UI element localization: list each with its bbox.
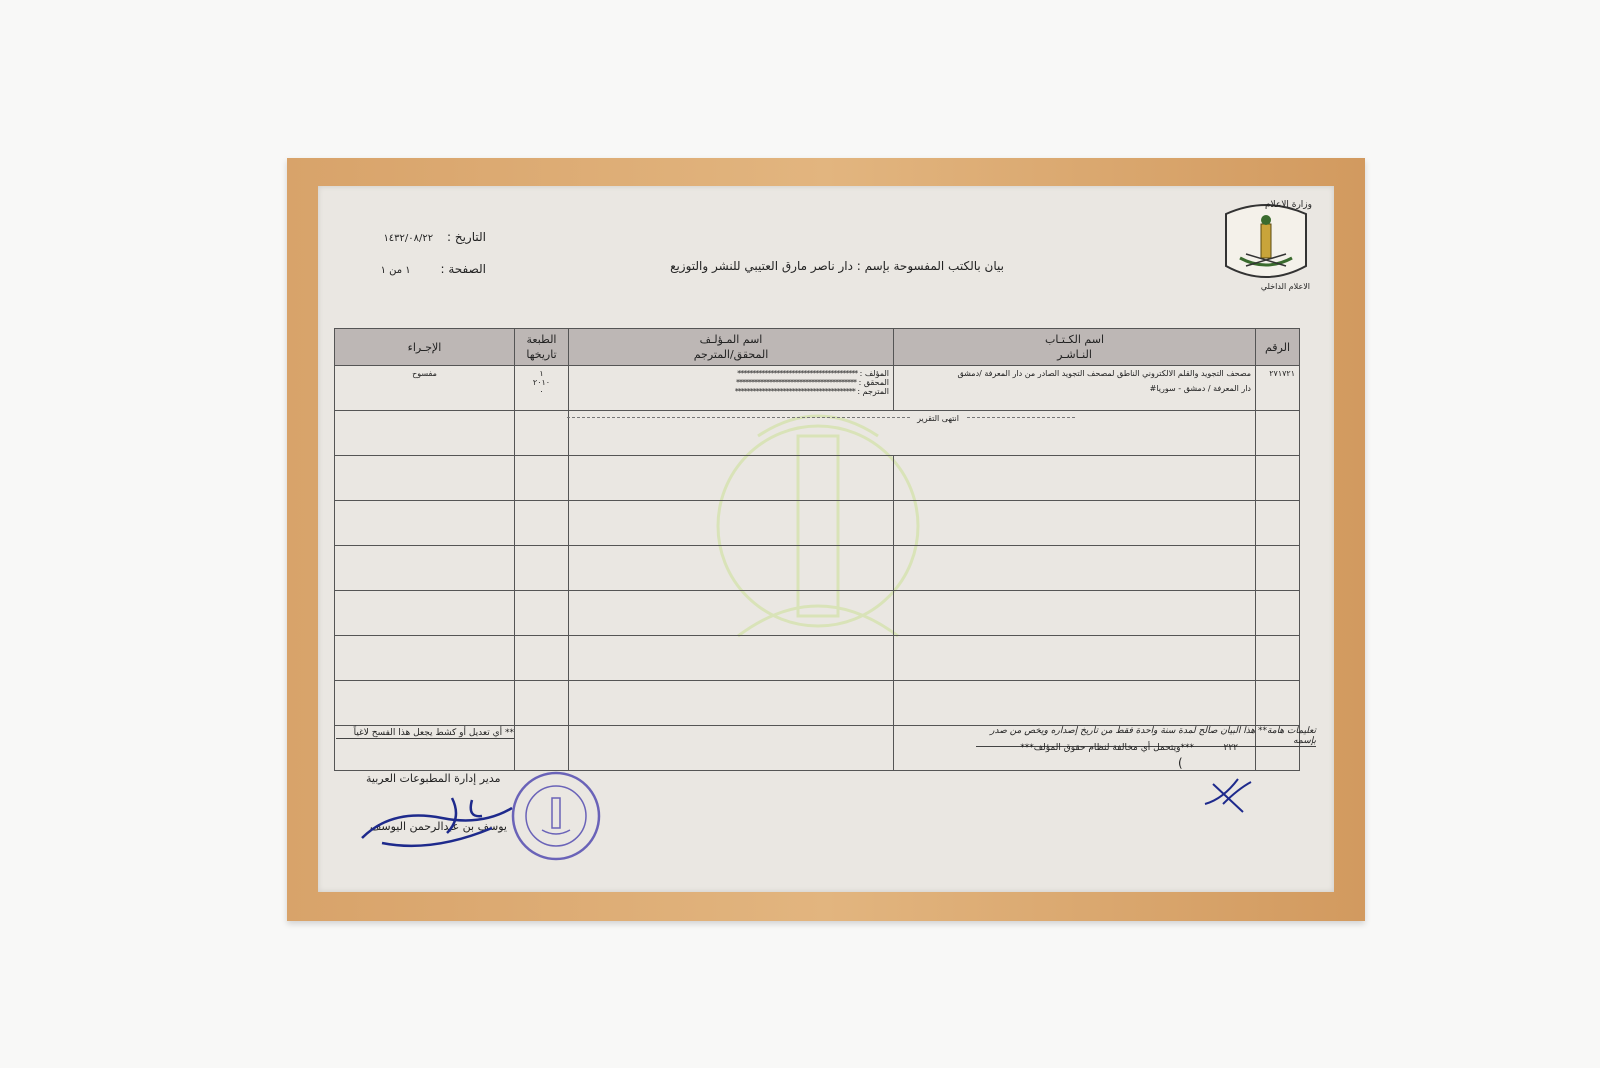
header-book: اسم الكـتـاب النـاشـر — [894, 329, 1256, 366]
cell-action: مفسوح — [335, 366, 515, 411]
page-label: الصفحة : — [440, 262, 486, 276]
translator-stars: **************************************** — [734, 387, 855, 396]
ministry-emblem-icon — [1206, 196, 1326, 291]
title-label: بيان بالكتب المفسوحة بإسم : — [856, 259, 1004, 273]
table-row — [335, 591, 1300, 636]
cell-number: ٢٧١٧٢١ — [1256, 366, 1300, 411]
header-author: اسم المـؤلـف المحقق/المترجم — [569, 329, 894, 366]
publisher-name: دار ناصر مارق العتيبي للنشر والتوزيع — [670, 259, 853, 273]
modification-note: ** أي تعديل أو كشط يجعل هذا الفسح لاغياً — [336, 728, 514, 739]
paren-mark: ) — [1178, 756, 1183, 770]
document-paper — [318, 186, 1334, 892]
footer-number: ٢٢٢ — [1223, 743, 1238, 753]
director-title: مدير إدارة المطبوعات العربية — [366, 772, 501, 785]
book-title: مصحف التجويد والقلم الالكتروني الناطق لمصحف التجويد الصادر من دار المعرفة /دمشق — [957, 369, 1251, 378]
table-row — [335, 546, 1300, 591]
investigator-label: المحقق : — [858, 378, 889, 387]
table-row — [335, 456, 1300, 501]
date-field — [366, 230, 486, 244]
copyright-note: ***ويتحمل أي مخالفة لنظام حقوق المؤلف*** — [1020, 743, 1194, 753]
investigator-stars: **************************************** — [736, 378, 857, 387]
document-title — [670, 259, 1004, 273]
edition-extra: ٠ — [539, 387, 544, 396]
table-row — [335, 411, 1300, 456]
edition-year: ٢٠١٠ — [532, 378, 551, 387]
table-row — [335, 366, 1300, 411]
initial-signature — [1203, 774, 1253, 814]
date-label: التاريخ : — [446, 230, 486, 244]
emblem-top-text: وزارة الاعلام — [1264, 200, 1312, 210]
translator-label: المترجم : — [857, 387, 889, 396]
header-number: الرقم — [1256, 329, 1300, 366]
cell-edition — [515, 366, 569, 411]
book-publisher: دار المعرفة / دمشق - سوريا# — [1149, 384, 1251, 393]
books-table — [334, 328, 1300, 771]
cell-author — [569, 366, 894, 411]
table-row — [335, 681, 1300, 726]
page-value: ١ من ١ — [380, 265, 411, 276]
author-label: المؤلف : — [859, 369, 889, 378]
emblem-bottom-text: الاعلام الداخلي — [1260, 282, 1310, 291]
official-stamp — [508, 770, 604, 862]
director-signature — [352, 788, 517, 858]
director-name: يوسف بن عبدالرحمن اليوسف — [370, 820, 507, 833]
table-header-row — [335, 329, 1300, 366]
date-value: ١٤٣٢/٠٨/٢٢ — [383, 233, 434, 244]
header-action: الإجـراء — [335, 329, 515, 366]
end-of-report-text: انتهى التقرير — [911, 414, 965, 423]
instructions-note: تعليمات هامة** هذا البيان صالح لمدة سنة واحدة فقط من تاريخ إصداره ويخص من صدر بإسمه — [976, 726, 1316, 747]
table-row — [335, 636, 1300, 681]
page-field — [366, 262, 486, 276]
edition-number: ١ — [539, 369, 544, 378]
header-edition: الطبعة تاريخها — [515, 329, 569, 366]
cell-book — [894, 366, 1256, 411]
author-stars: **************************************** — [737, 369, 858, 378]
table-row — [335, 501, 1300, 546]
